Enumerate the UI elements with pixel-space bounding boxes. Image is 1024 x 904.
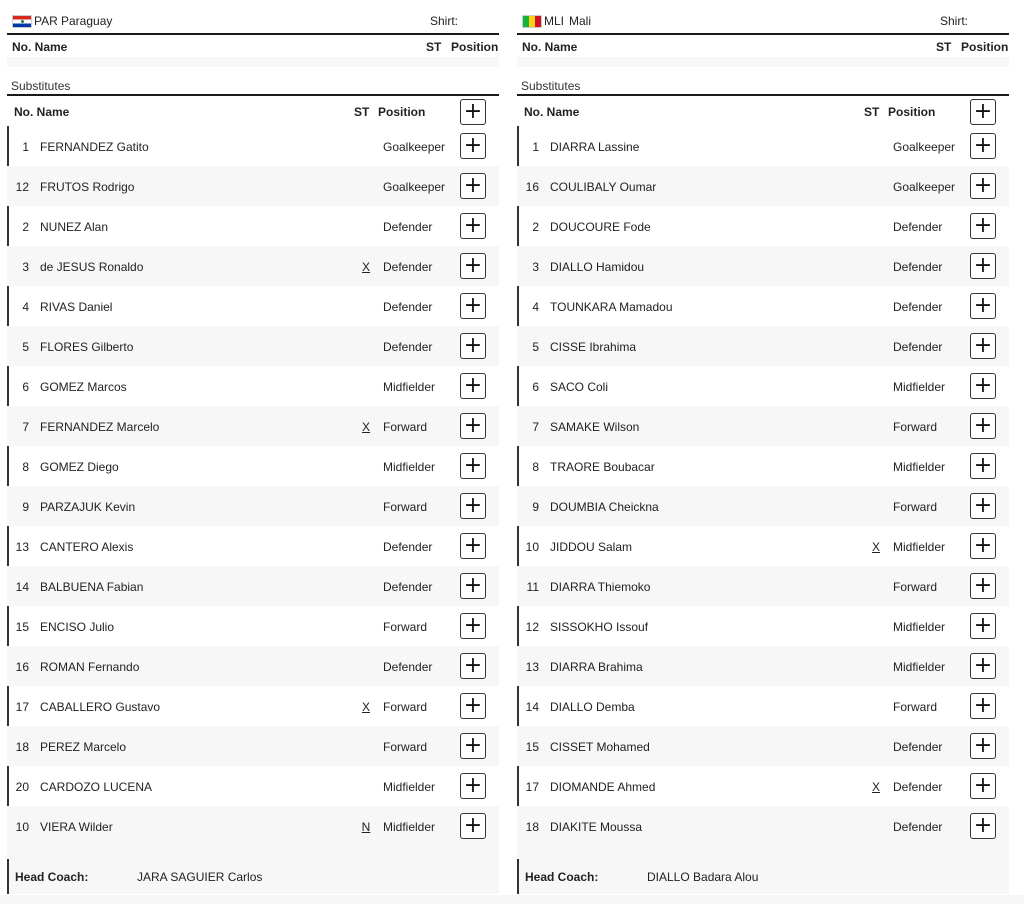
add-player-button[interactable]: [460, 573, 486, 599]
player-row: [517, 566, 1009, 606]
plus-icon: +: [463, 573, 483, 598]
player-number: 9: [22, 500, 29, 514]
player-row: [517, 286, 1009, 326]
paraguay-flag-icon: [12, 15, 32, 28]
substitutes-list: [517, 126, 1009, 846]
head-coach-name: DIALLO Badara Alou: [647, 870, 759, 884]
player-position: Defender: [893, 820, 943, 834]
player-name: SACO Coli: [550, 380, 609, 394]
player-name: SISSOKHO Issouf: [550, 620, 649, 634]
add-player-button[interactable]: [970, 533, 996, 559]
player-position: Defender: [893, 260, 943, 274]
player-status: X: [871, 780, 880, 794]
col-position: Position: [888, 105, 936, 119]
head-coach-name: JARA SAGUIER Carlos: [137, 870, 263, 884]
player-position: Forward: [893, 420, 938, 434]
add-player-button[interactable]: [460, 733, 486, 759]
head-coach-label: Head Coach:: [525, 870, 599, 884]
add-player-button[interactable]: [460, 253, 486, 279]
player-row: [7, 766, 499, 806]
add-player-button[interactable]: [970, 133, 996, 159]
plus-icon: +: [463, 813, 483, 838]
player-row: [7, 566, 499, 606]
col-no-name: No. Name: [522, 40, 578, 54]
player-name: CABALLERO Gustavo: [40, 700, 161, 714]
add-player-button[interactable]: [970, 573, 996, 599]
player-number: 15: [525, 740, 539, 754]
plus-icon: +: [463, 453, 483, 478]
plus-icon: +: [973, 653, 993, 678]
player-number: 12: [15, 180, 29, 194]
player-position: Defender: [383, 340, 433, 354]
player-name: DOUCOURE Fode: [550, 220, 651, 234]
plus-icon: +: [463, 693, 483, 718]
player-position: Forward: [383, 500, 428, 514]
player-position: Midfielder: [383, 460, 436, 474]
add-player-button[interactable]: [970, 813, 996, 839]
player-position: Defender: [383, 220, 433, 234]
plus-icon: +: [973, 453, 993, 478]
player-position: Midfielder: [893, 620, 946, 634]
player-status: X: [871, 540, 880, 554]
add-player-button[interactable]: [970, 413, 996, 439]
col-st: ST: [936, 40, 952, 54]
player-name: COULIBALY Oumar: [550, 180, 657, 194]
col-no-name: No. Name: [14, 105, 70, 119]
player-position: Defender: [383, 580, 433, 594]
player-position: Goalkeeper: [383, 180, 446, 194]
player-number: 14: [15, 580, 29, 594]
player-name: DIALLO Demba: [550, 700, 635, 714]
add-player-button[interactable]: [970, 293, 996, 319]
player-position: Defender: [893, 740, 943, 754]
player-name: BALBUENA Fabian: [40, 580, 144, 594]
plus-icon: +: [973, 213, 993, 238]
add-player-button[interactable]: [460, 613, 486, 639]
plus-icon: +: [463, 213, 483, 238]
player-name: DIARRA Lassine: [550, 140, 640, 154]
shirt-label: Shirt:: [939, 14, 968, 28]
add-player-button[interactable]: [970, 693, 996, 719]
player-name: TRAORE Boubacar: [550, 460, 655, 474]
player-position: Forward: [383, 740, 428, 754]
player-position: Defender: [893, 340, 943, 354]
player-row: [517, 206, 1009, 246]
player-name: GOMEZ Diego: [40, 460, 119, 474]
plus-icon: +: [973, 693, 993, 718]
player-row: [517, 726, 1009, 766]
player-number: 7: [22, 420, 29, 434]
add-player-button[interactable]: [970, 213, 996, 239]
add-player-button[interactable]: [970, 613, 996, 639]
substitutes-label: Substitutes: [11, 79, 71, 93]
player-row: [7, 606, 499, 646]
col-no-name: No. Name: [524, 105, 580, 119]
player-name: PARZAJUK Kevin: [40, 500, 136, 514]
player-position: Midfielder: [893, 540, 946, 554]
player-name: GOMEZ Marcos: [40, 380, 127, 394]
plus-icon: +: [463, 99, 483, 124]
add-player-button[interactable]: [460, 493, 486, 519]
player-name: FERNANDEZ Marcelo: [40, 420, 160, 434]
player-number: 16: [15, 660, 29, 674]
plus-icon: +: [973, 133, 993, 158]
add-player-button[interactable]: [970, 653, 996, 679]
player-number: 5: [22, 340, 29, 354]
add-all-button[interactable]: [460, 99, 486, 125]
player-row: [7, 726, 499, 766]
player-row: [517, 526, 1009, 566]
player-row: [7, 286, 499, 326]
player-name: DIALLO Hamidou: [550, 260, 645, 274]
player-name: DIARRA Thiemoko: [550, 580, 651, 594]
player-number: 18: [525, 820, 539, 834]
player-name: CARDOZO LUCENA: [40, 780, 153, 794]
player-row: [7, 326, 499, 366]
add-player-button[interactable]: [460, 413, 486, 439]
player-row: [7, 806, 499, 846]
player-number: 6: [22, 380, 29, 394]
player-number: 14: [525, 700, 539, 714]
player-number: 17: [525, 780, 539, 794]
add-player-button[interactable]: [970, 333, 996, 359]
player-row: [517, 366, 1009, 406]
add-player-button[interactable]: [460, 773, 486, 799]
add-player-button[interactable]: [460, 293, 486, 319]
plus-icon: +: [973, 773, 993, 798]
add-player-button[interactable]: [970, 773, 996, 799]
player-position: Defender: [893, 300, 943, 314]
plus-icon: +: [463, 133, 483, 158]
player-number: 12: [525, 620, 539, 634]
player-name: de JESUS Ronaldo: [40, 260, 144, 274]
add-player-button[interactable]: [460, 653, 486, 679]
player-row: [517, 646, 1009, 686]
add-player-button[interactable]: [460, 333, 486, 359]
player-row: [7, 526, 499, 566]
substitutes-title: [7, 67, 499, 96]
player-number: 10: [15, 820, 29, 834]
team-header: [517, 0, 1009, 35]
team-code: PAR: [34, 14, 58, 28]
player-status: N: [361, 820, 371, 834]
player-number: 7: [532, 420, 539, 434]
plus-icon: +: [973, 733, 993, 758]
player-position: Forward: [893, 500, 938, 514]
col-st: ST: [426, 40, 442, 54]
player-number: 16: [525, 180, 539, 194]
head-coach-row: [517, 859, 1009, 894]
player-position: Midfielder: [383, 780, 436, 794]
player-number: 2: [532, 220, 539, 234]
player-name: RIVAS Daniel: [40, 300, 113, 314]
player-status: X: [361, 420, 370, 434]
team-header: [7, 0, 499, 35]
player-row: [517, 246, 1009, 286]
player-name: ENCISO Julio: [40, 620, 115, 634]
add-all-button[interactable]: [970, 99, 996, 125]
plus-icon: +: [463, 413, 483, 438]
player-position: Midfielder: [383, 820, 436, 834]
player-position: Defender: [383, 260, 433, 274]
plus-icon: +: [973, 373, 993, 398]
player-position: Defender: [383, 540, 433, 554]
player-name: DIOMANDE Ahmed: [550, 780, 656, 794]
player-row: [517, 766, 1009, 806]
spacer: [7, 846, 499, 859]
player-position: Goalkeeper: [893, 140, 956, 154]
player-row: [517, 806, 1009, 846]
player-row: [7, 406, 499, 446]
substitutes-column-header: [7, 96, 499, 126]
player-name: CANTERO Alexis: [40, 540, 134, 554]
player-number: 15: [15, 620, 29, 634]
plus-icon: +: [973, 253, 993, 278]
player-number: 5: [532, 340, 539, 354]
player-name: JIDDOU Salam: [550, 540, 633, 554]
player-number: 1: [532, 140, 539, 154]
player-number: 4: [22, 300, 29, 314]
col-no-name: No. Name: [12, 40, 68, 54]
add-player-button[interactable]: [970, 373, 996, 399]
player-name: ROMAN Fernando: [40, 660, 140, 674]
starters-column-header: [517, 35, 1009, 57]
player-position: Goalkeeper: [383, 140, 446, 154]
plus-icon: +: [463, 253, 483, 278]
substitutes-label: Substitutes: [521, 79, 581, 93]
add-player-button[interactable]: [460, 533, 486, 559]
player-row: [517, 326, 1009, 366]
player-row: [517, 446, 1009, 486]
plus-icon: +: [463, 773, 483, 798]
player-status: X: [361, 700, 370, 714]
player-position: Defender: [893, 780, 943, 794]
plus-icon: +: [973, 613, 993, 638]
add-player-button[interactable]: [460, 133, 486, 159]
player-number: 9: [532, 500, 539, 514]
substitutes-column-header: [517, 96, 1009, 126]
player-position: Forward: [893, 700, 938, 714]
player-name: TOUNKARA Mamadou: [550, 300, 673, 314]
plus-icon: +: [463, 733, 483, 758]
player-position: Forward: [893, 580, 938, 594]
player-row: [7, 166, 499, 206]
col-st: ST: [354, 105, 370, 119]
starters-list-empty: [517, 57, 1009, 67]
player-position: Midfielder: [893, 460, 946, 474]
player-name: PEREZ Marcelo: [40, 740, 127, 754]
player-row: [7, 246, 499, 286]
player-position: Forward: [383, 420, 428, 434]
player-position: Forward: [383, 620, 428, 634]
player-status: X: [361, 260, 370, 274]
player-row: [7, 206, 499, 246]
player-position: Forward: [383, 700, 428, 714]
player-number: 8: [22, 460, 29, 474]
player-row: [7, 446, 499, 486]
player-number: 13: [525, 660, 539, 674]
player-name: FLORES Gilberto: [40, 340, 134, 354]
shirt-label: Shirt:: [429, 14, 458, 28]
plus-icon: +: [973, 413, 993, 438]
add-player-button[interactable]: [460, 693, 486, 719]
player-row: [517, 486, 1009, 526]
player-row: [7, 686, 499, 726]
plus-icon: +: [973, 493, 993, 518]
player-row: [7, 366, 499, 406]
col-position: Position: [961, 40, 1009, 54]
head-coach-row: [7, 859, 499, 894]
plus-icon: +: [463, 293, 483, 318]
plus-icon: +: [973, 573, 993, 598]
plus-icon: +: [463, 533, 483, 558]
player-row: [7, 126, 499, 166]
spacer: [517, 846, 1009, 859]
player-row: [517, 166, 1009, 206]
player-name: FRUTOS Rodrigo: [40, 180, 135, 194]
mali-flag-icon: [522, 15, 542, 28]
col-position: Position: [378, 105, 426, 119]
player-name: DOUMBIA Cheickna: [550, 500, 659, 514]
substitutes-title: [517, 67, 1009, 96]
plus-icon: +: [463, 173, 483, 198]
plus-icon: +: [973, 533, 993, 558]
plus-icon: +: [973, 813, 993, 838]
player-name: VIERA Wilder: [40, 820, 113, 834]
player-position: Midfielder: [383, 380, 436, 394]
player-row: [517, 606, 1009, 646]
player-number: 2: [22, 220, 29, 234]
plus-icon: +: [463, 613, 483, 638]
player-name: SAMAKE Wilson: [550, 420, 640, 434]
player-row: [517, 126, 1009, 166]
player-position: Midfielder: [893, 380, 946, 394]
player-name: CISSET Mohamed: [550, 740, 650, 754]
plus-icon: +: [973, 99, 993, 124]
head-coach-label: Head Coach:: [15, 870, 89, 884]
player-number: 6: [532, 380, 539, 394]
add-player-button[interactable]: [970, 733, 996, 759]
col-position: Position: [451, 40, 499, 54]
team-panel-mali: [517, 0, 1009, 894]
substitutes-list: [7, 126, 499, 846]
player-row: [517, 406, 1009, 446]
plus-icon: +: [973, 173, 993, 198]
player-number: 1: [22, 140, 29, 154]
player-name: FERNANDEZ Gatito: [40, 140, 149, 154]
player-position: Midfielder: [893, 660, 946, 674]
player-position: Defender: [383, 300, 433, 314]
col-st: ST: [864, 105, 880, 119]
starters-column-header: [7, 35, 499, 57]
team-name: Paraguay: [61, 14, 113, 28]
player-row: [7, 486, 499, 526]
player-number: 4: [532, 300, 539, 314]
add-player-button[interactable]: [460, 453, 486, 479]
player-number: 11: [526, 580, 539, 594]
player-row: [7, 646, 499, 686]
add-player-button[interactable]: [460, 173, 486, 199]
player-position: Defender: [893, 220, 943, 234]
plus-icon: +: [973, 293, 993, 318]
player-number: 17: [15, 700, 29, 714]
player-position: Goalkeeper: [893, 180, 956, 194]
player-number: 3: [22, 260, 29, 274]
player-number: 20: [15, 780, 29, 794]
player-name: CISSE Ibrahima: [550, 340, 637, 354]
plus-icon: +: [463, 493, 483, 518]
player-name: DIAKITE Moussa: [550, 820, 643, 834]
player-number: 10: [525, 540, 539, 554]
team-panel-paraguay: [7, 0, 499, 894]
add-player-button[interactable]: [970, 453, 996, 479]
plus-icon: +: [463, 373, 483, 398]
plus-icon: +: [973, 333, 993, 358]
starters-list-empty: [7, 57, 499, 67]
add-player-button[interactable]: [460, 373, 486, 399]
add-player-button[interactable]: [970, 493, 996, 519]
player-number: 3: [532, 260, 539, 274]
player-position: Defender: [383, 660, 433, 674]
plus-icon: +: [463, 653, 483, 678]
team-name: Mali: [569, 14, 592, 28]
player-name: NUNEZ Alan: [40, 220, 109, 234]
add-player-button[interactable]: [460, 813, 486, 839]
player-name: DIARRA Brahima: [550, 660, 643, 674]
add-player-button[interactable]: [970, 253, 996, 279]
add-player-button[interactable]: [460, 213, 486, 239]
plus-icon: +: [463, 333, 483, 358]
team-code: MLI: [544, 14, 565, 28]
player-number: 18: [15, 740, 29, 754]
player-number: 8: [532, 460, 539, 474]
footer-strip: [0, 895, 1024, 904]
player-number: 13: [15, 540, 29, 554]
player-row: [517, 686, 1009, 726]
add-player-button[interactable]: [970, 173, 996, 199]
